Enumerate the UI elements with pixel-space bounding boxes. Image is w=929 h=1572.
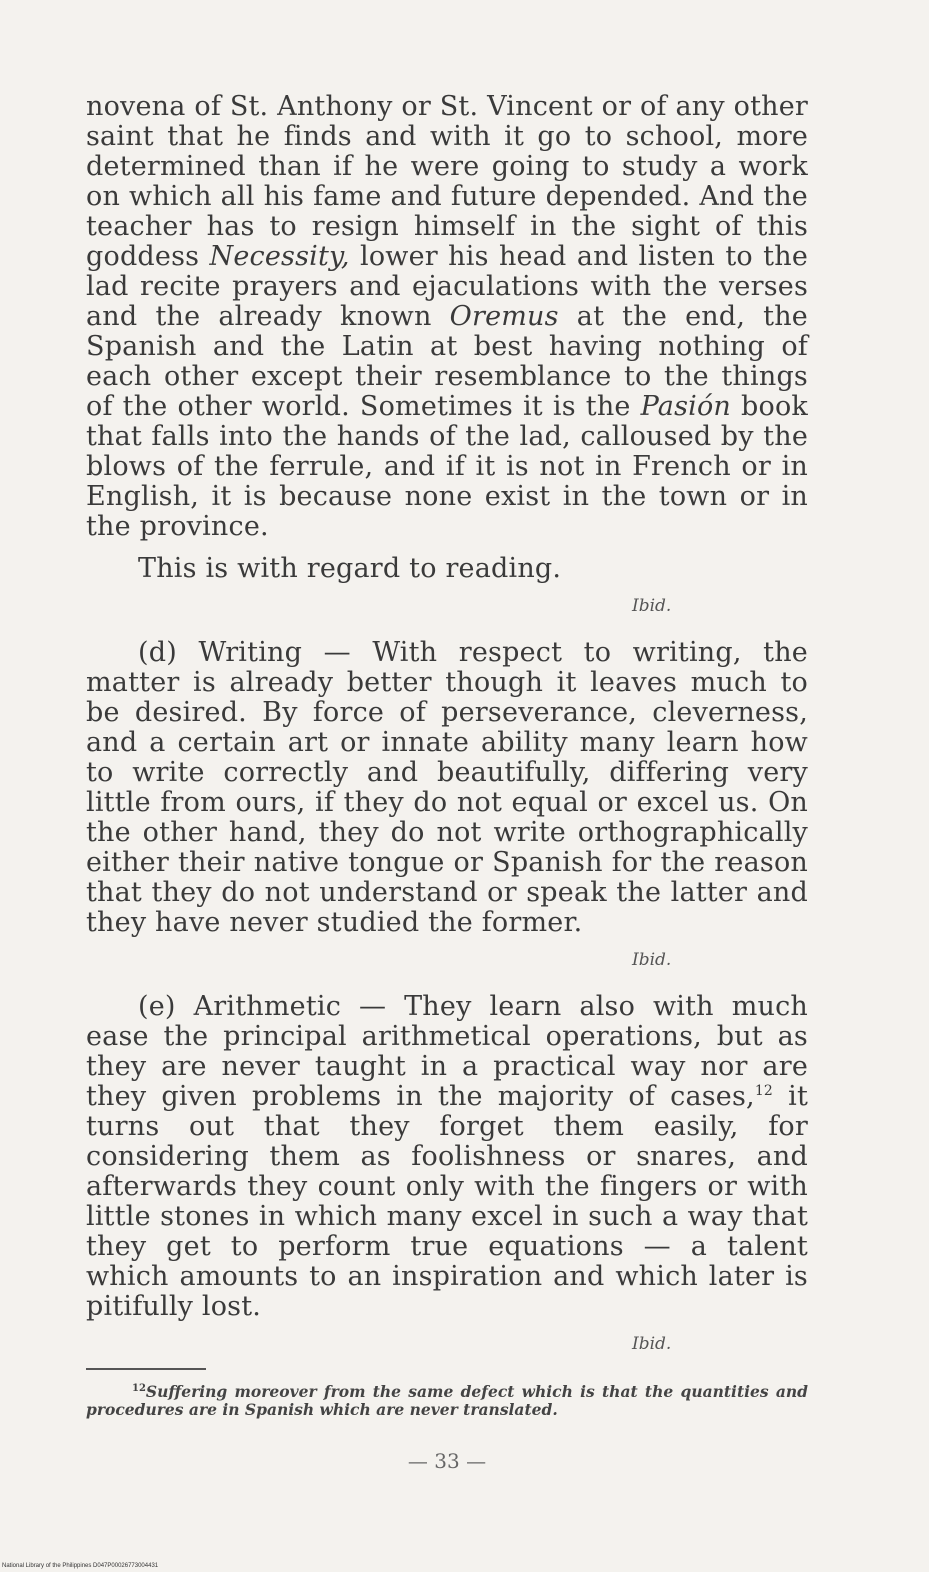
paragraph-novena: [86, 92, 808, 542]
italic-oremus: Oremus: [449, 301, 559, 332]
italic-necessity: Necessity,: [209, 241, 350, 272]
footnote-text: Suffering moreover from the same defect which is that the quantities and procedures are in Spanish which are never translated.: [86, 1382, 808, 1420]
footnote-divider: [86, 1368, 206, 1370]
paragraph-writing: (d) Writing — With respect to writing, the matter is already better though it leaves much to be desired. By force of perseverance, cleverness, and a certain art or innate ability many learn how to write correctly and beautifully, differing very little from ours, if they do not equal or excel us. On the other hand, they do not write orthographically either their native tongue or Spanish for the reason that they do not understand or speak the latter and they have never studied the former.: [86, 637, 808, 938]
text-run: (e) Arithmetic — They learn also with much ease the principal arithmetical operations, but as they are never taught in a practical way nor are they given problems in the majority of cases,: [86, 991, 808, 1112]
footnote-mark: 12: [132, 1383, 146, 1394]
paragraph-arithmetic: [86, 992, 808, 1322]
text-run: lower his head and listen to the lad recite prayers and ejaculations with the verses and the already known: [86, 241, 808, 332]
page-body: [86, 92, 808, 1473]
text-run: it turns out that they forget them easily, for considering them as foolishness or snares, and afterwards they count only with the fingers or with little stones in which many excel in such a way that they get to perform true equations — a talent which amounts to an inspiration and which later is pitifully lost.: [86, 1081, 808, 1322]
footnote-reference: 12: [754, 1083, 774, 1099]
library-credit: National Library of the Philippines D047P00026773004431: [2, 1563, 159, 1569]
text-run: book that falls into the hands of the lad, calloused by the blows of the ferrule, and if it is not in French or in English, it is because none exist in the town or in the province.: [86, 391, 808, 542]
ibid-citation: Ibid.: [632, 950, 672, 970]
ibid-citation: Ibid.: [632, 596, 672, 616]
text-run: at the end, the Spanish and the Latin at best having nothing of each other except their resemblance to the things of the other world. Sometimes it is the: [86, 301, 808, 422]
ibid-citation: Ibid.: [632, 1334, 672, 1354]
italic-pasion: Pasión: [640, 391, 732, 422]
page-number: — 33 —: [407, 1449, 487, 1474]
text-run: novena of St. Anthony or St. Vincent or of any other saint that he finds and with it go to school, more determined than if he were going to study a work on which all his fame and future depended. And the teacher has to resign himself in the sight of this goddess: [86, 91, 808, 272]
paragraph-reading: This is with regard to reading.: [138, 553, 562, 584]
footnote: [86, 1380, 808, 1419]
